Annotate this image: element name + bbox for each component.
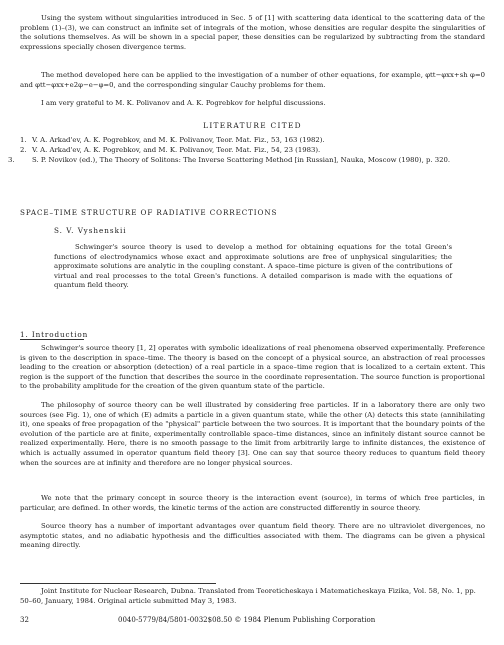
reference-number: 1. (20, 136, 27, 144)
reference-text: V. A. Arkad'ev, A. K. Pogrebkov, and M. K. Polivanov, Teor. Mat. Fiz., 53, 163 (1982). (32, 136, 325, 144)
section-heading: 1. Introduction (20, 330, 89, 339)
reference-item (8, 156, 497, 166)
reference-text: V. A. Arkad'ev, A. K. Pogrebkov, and M. K. Polivanov, Teor. Mat. Fiz., 54, 23 (1983). (32, 146, 321, 154)
body-paragraph: The philosophy of source theory can be well illustrated by considering free particles. If in a laboratory there are only two sources (see Fig. 1), one of which (E) admits a particle in a given quantum state, while the other (A) detects this state (annihilating it), one speaks of free propagation of the "physical" particle between the two sources. It is important that the boundary points of the evolution of the particle are at finite, experimentally controllable space–time distances, since an infinitely distant source cannot be realized experimentally. Here, there is no smooth passage to the limit from arbitrarily large to infinite distances, the existence of which is actually assumed in operator quantum field theory [3]. One can say that source theory reduces to quantum field theory when the sources are at infinity and therefore are no longer physical sources. (20, 401, 485, 467)
abstract: Schwinger's source theory is used to develop a method for obtaining equations for the total Green's functions of electrodynamics whose exact and approximate solutions are free of unphysical singularities; the approximate solutions are analytic in the coupling constant. A space–time picture is given of the contributions of virtual and real processes to the total Green's functions. A detailed comparison is made with the equations of quantum field theory. (54, 243, 452, 290)
page-number: 32 (20, 616, 29, 624)
literature-cited-heading: LITERATURE CITED (203, 121, 302, 130)
intro-paragraph: Using the system without singularities introduced in Sec. 5 of [1] with scattering data identical to the scattering data of the problem (1)–(3), we can construct an infinite set of integrals of the motion, whose densities are regular despite the singularities of the solutions themselves. As will be shown in a special paper, these densities can be regularized by subtracting from the standard expressions specially chosen divergence terms. (20, 14, 485, 51)
reference-number: 3. (8, 156, 15, 164)
footnote: Joint Institute for Nuclear Research, Dubna. Translated from Teoreticheskaya i Matematicheskaya Fizika, Vol. 58, No. 1, pp. 50–60, January, 1984. Original article submitted May 3, 1983. (20, 587, 476, 605)
reference-text: S. P. Novikov (ed.), The Theory of Solitons: The Inverse Scattering Method [in Russian], Nauka, Moscow (1980), p. 320. (32, 156, 451, 164)
author-name: S. V. Vyshenskii (54, 226, 127, 235)
article-title: SPACE–TIME STRUCTURE OF RADIATIVE CORRECTIONS (20, 208, 278, 217)
reference-item (20, 146, 485, 156)
body-paragraph: Source theory has a number of important advantages over quantum field theory. There are no ultraviolet divergences, no asymptotic states, and no adiabatic hypothesis and the difficulties associated with them. The diagrams can be given a physical meaning directly. (20, 522, 485, 550)
acknowledgement: I am very grateful to M. K. Polivanov and A. K. Pogrebkov for helpful discussions. (41, 99, 326, 107)
body-paragraph: Schwinger's source theory [1, 2] operates with symbolic idealizations of real phenomena observed experimentally. Preference is given to the description in space–time. The theory is based on the concept of a physical source, an abstraction of real processes leading to the creation or absorption (detection) of a real particle in a space–time region that is localized to a certain extent. This region is the support of the function that describes the source in the coordinate representation. The source function is proportional to the probability amplitude for the creation of the given quantum state of the particle. (20, 344, 485, 391)
reference-item (20, 136, 485, 146)
reference-number: 2. (20, 146, 27, 154)
footnote-rule (20, 583, 216, 584)
body-paragraph: We note that the primary concept in source theory is the interaction event (source), in terms of which free particles, in particular, are defined. In other words, the kinetic terms of the action are constructed differently in source theory. (20, 494, 485, 512)
intro-paragraph: The method developed here can be applied to the investigation of a number of other equations, for example, φtt−φxx+sh φ=0 and φtt−φxx+e2φ−e−φ=0, and the corresponding singular Cauchy problems for them. (20, 71, 485, 89)
copyright-line: 0040-5779/84/5801-0032$08.50 © 1984 Plenum Publishing Corporation (118, 616, 376, 624)
section-heading-underline (20, 339, 84, 340)
